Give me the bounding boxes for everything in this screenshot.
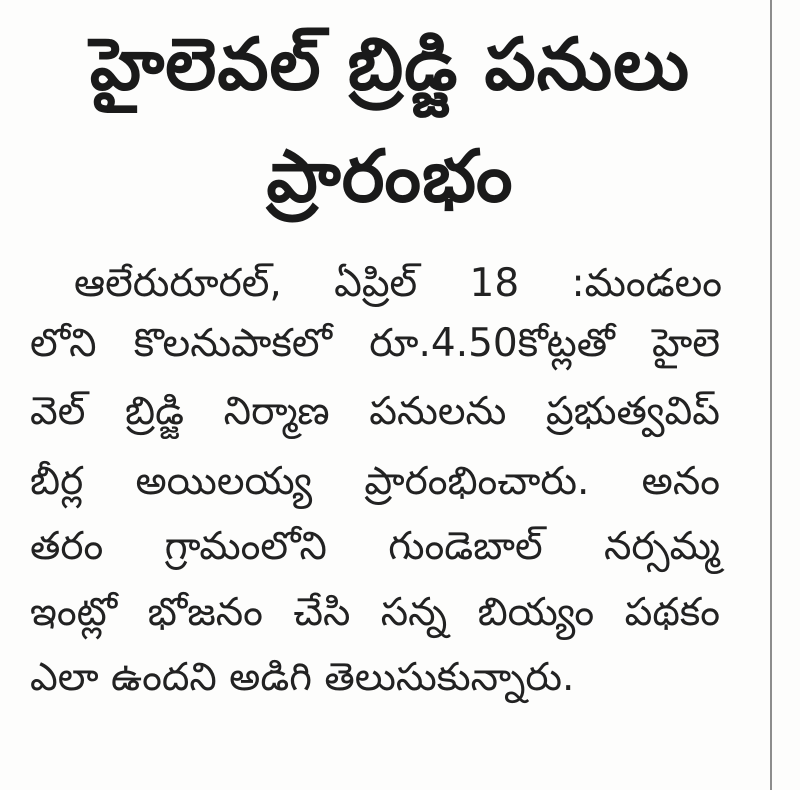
- headline-line-2: ప్రారంభం: [266, 134, 514, 218]
- headline-line-1: హైలెవల్ బ్రిడ్జి పనులు: [89, 22, 691, 106]
- body-line-7: ఎలా ఉందని అడిగి తెలుసుకున్నారు.: [30, 655, 575, 700]
- column-divider: [770, 0, 772, 790]
- body-line-2: లోని కొలనుపాకలో రూ.4.50కోట్లతో హైలె: [30, 321, 720, 366]
- body-line-4: బీర్ల అయిలయ్య ప్రారంభించారు. అనం: [30, 459, 720, 504]
- body-line-5: తరం గ్రామంలోని గుండెబాల్ నర్సమ్మ: [30, 524, 720, 569]
- body-line-6: ఇంట్లో భోజనం చేసి సన్న బియ్యం పథకం: [30, 590, 720, 635]
- body-line-3: వెల్ బ్రిడ్జి నిర్మాణ పనులను ప్రభుత్వవిప్: [30, 389, 720, 434]
- body-line-1: ఆలేరురూరల్, ఏప్రిల్ 18 :మండలం: [74, 261, 722, 306]
